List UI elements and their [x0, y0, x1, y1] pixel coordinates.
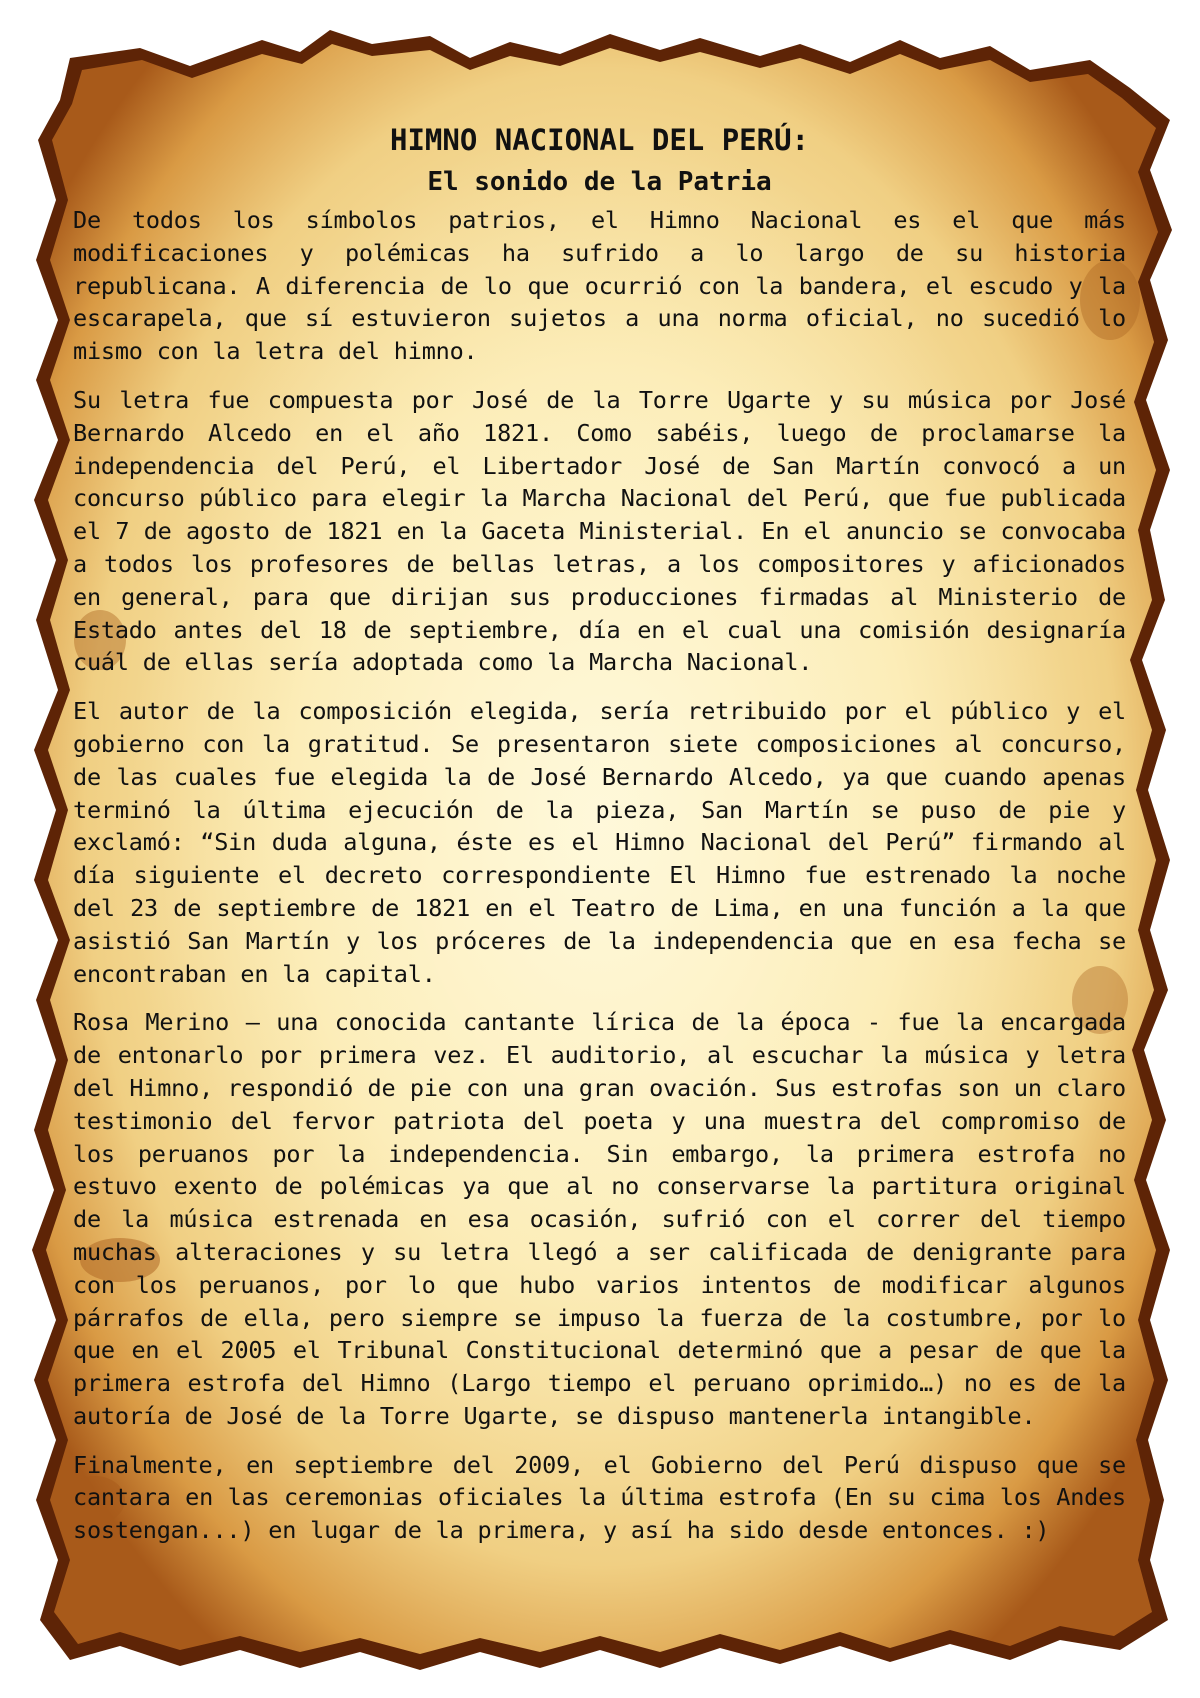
- paragraph-3: El autor de la composición elegida, sería retribuido por el público y el gobierno con la gratitud. Se presentaron siete composiciones al concurso, de las cuales fue elegida la de José Bernardo Alcedo, ya que cuando apenas terminó la última ejecución de la pieza, San Martín se puso de pie y exclamó: “Sin duda alguna, éste es el Himno Nacional del Perú” firmando al día siguiente el decreto correspondiente El Himno fue estrenado la noche del 23 de septiembre de 1821 en el Teatro de Lima, en una función a la que asistió San Martín y los próceres de la independencia que en esa fecha se encontraban en la capital.: [73, 697, 1126, 988]
- paragraph-2: Su letra fue compuesta por José de la Torre Ugarte y su música por José Bernardo Alcedo en el año 1821. Como sabéis, luego de proclamarse la independencia del Perú, el Libertador José de San Martín convocó a un concurso público para elegir la Marcha Nacional del Perú, que fue publicada el 7 de agosto de 1821 en la Gaceta Ministerial. En el anuncio se convocaba a todos los profesores de bellas letras, a los compositores y aficionados en general, para que dirijan sus producciones firmadas al Ministerio de Estado antes del 18 de septiembre, día en el cual una comisión designaría cuál de ellas sería adoptada como la Marcha Nacional.: [73, 385, 1126, 677]
- document-subtitle: El sonido de la Patria: [427, 167, 772, 197]
- paragraph-4: Rosa Merino – una conocida cantante lírica de la época - fue la encargada de entonarlo por primera vez. El auditorio, al escuchar la música y letra del Himno, respondió de pie con una gran ovación. Sus estrofas son un claro testimonio del fervor patriota del poeta y una muestra del compromiso de los peruanos por la independencia. Sin embargo, la primera estrofa no estuvo exento de polémicas ya que al no conservarse la partitura original de la música estrenada en esa ocasión, sufrió con el correr del tiempo muchas alteraciones y su letra llegó a ser calificada de denigrante para con los peruanos, por lo que hubo varios intentos de modificar algunos párrafos de ella, pero siempre se impuso la fuerza de la costumbre, por lo que en el 2005 el Tribunal Constitucional determinó que a pesar de que la primera estrofa del Himno (Largo tiempo el peruano oprimido…) no es de la autoría de José de la Torre Ugarte, se dispuso mantenerla intangible.: [73, 1008, 1126, 1430]
- paragraph-5: Finalmente, en septiembre del 2009, el Gobierno del Perú dispuso que se cantara en las ceremonias oficiales la última estrofa (En su cima los Andes sostengan...) en lugar de la primera, y así ha sido desde entonces. :): [73, 1450, 1126, 1545]
- paragraph-1: De todos los símbolos patrios, el Himno Nacional es el que más modificaciones y polémicas ha sufrido a lo largo de su historia republicana. A diferencia de lo que ocurrió con la bandera, el escudo y la escarapela, que sí estuvieron sujetos a una norma oficial, no sucedió lo mismo con la letra del himno.: [73, 206, 1126, 366]
- document-title: HIMNO NACIONAL DEL PERÚ:: [389, 123, 810, 157]
- document-body: [73, 118, 1126, 1563]
